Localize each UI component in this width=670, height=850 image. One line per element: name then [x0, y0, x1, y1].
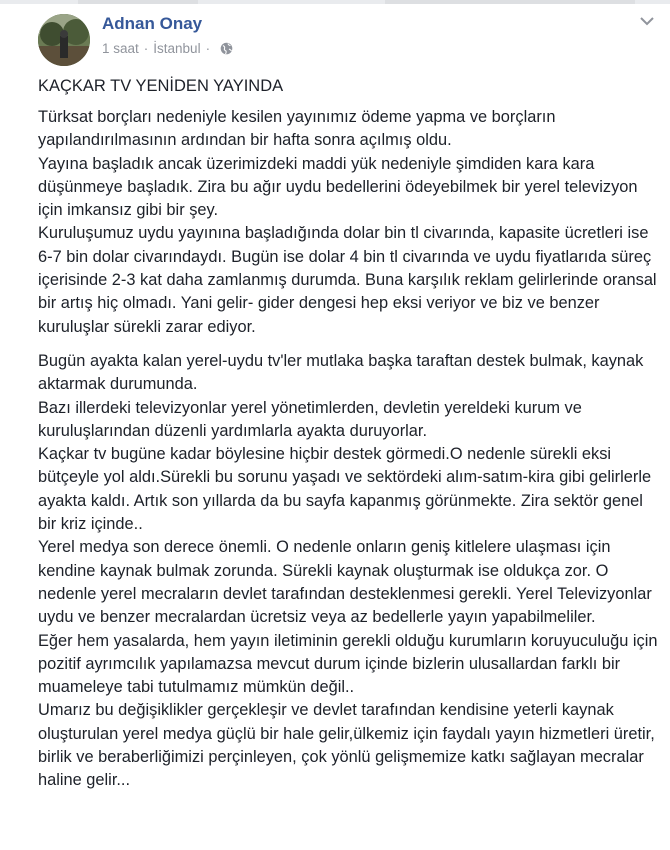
post-location[interactable]: İstanbul	[153, 41, 201, 56]
post-time[interactable]: 1 saat	[102, 41, 139, 56]
post-paragraph: Umarız bu değişiklikler gerçekleşir ve devlet tarafından kendisine yeterli kaynak oluşturulan yerel medya güçlü bir hale gelir,ülkemiz için faydalı yayın hizmetleri üretir, birlik ve beraberliğimizi perçinleyen, çok yönlü gelişmemize katkı sağlayan mecralar haline gelir...	[38, 701, 655, 790]
post-paragraph: Bugün ayakta kalan yerel-uydu tv'ler mutlaka başka taraftan destek bulmak, kaynak aktarmak durumunda.	[38, 351, 644, 394]
top-strip	[0, 0, 670, 4]
post-paragraph: Eğer hem yasalarda, hem yayın iletiminin gerekli olduğu kurumların koruyuculuğu için pozitif ayrımcılık yapılamazsa mevcut durum içinde bizlerin ulusallardan farklı bir muameleye tabi tutulmamız mümkün değil..	[38, 631, 658, 697]
post-paragraph: Türksat borçları nedeniyle kesilen yayınımız ödeme yapma ve borçların yapılandırılmasının ardından bir hafta sonra açılmış oldu.	[38, 108, 556, 150]
post-paragraph: Bazı illerdeki televizyonlar yerel yönetimlerden, devletin yereldeki kurum ve kuruluşlarından düzenli yardımlarla ayakta duruyorlar.	[38, 398, 582, 440]
avatar[interactable]	[38, 14, 90, 66]
post-body	[38, 106, 663, 793]
meta-separator: ·	[205, 41, 211, 56]
post-title: KAÇKAR TV YENİDEN YAYINDA	[38, 77, 284, 95]
post-paragraph: Yerel medya son derece önemli. O nedenle onların geniş kitlelere ulaşması için kendine kaynak bulmak zorunda. Sürekli kaynak oluşturmak ise oldukça zor. O nedenle yerel mecraların devlet tarafından desteklenmesi gerekli. Yerel Televizyonlar uydu ve benzer mecralardan ücretsiz veya az bedellerle yayın yapabilmeliler.	[38, 538, 652, 627]
globe-icon[interactable]	[220, 42, 233, 55]
meta-separator: ·	[143, 41, 149, 56]
post-paragraph: Kuruluşumuz uydu yayınına başladığında dolar bin tl civarında, kapasite ücretleri ise 6-7 bin dolar civarındaydı. Bugün ise dolar 4 bin tl civarında ve uydu fiyatlarıda süreç içerisinde 2-3 kat daha zamlanmış durumda. Buna karşılık reklam gelirlerinde oransal bir artış hiç olmadı. Yani gelir- gider dengesi hep eksi veriyor ve biz ve benzer kuruluşlar sürekli zarar ediyor.	[38, 224, 657, 336]
post-paragraph: Yayına başladık ancak üzerimizdeki maddi yük nedeniyle şimdiden kara kara düşünmeye başladık. Zira bu ağır uydu bedellerini ödeyebilmek bir yerel televizyon için imkansız gibi bir şey.	[38, 154, 638, 220]
chevron-down-icon[interactable]	[638, 14, 656, 28]
author-name[interactable]: Adnan Onay	[102, 14, 203, 33]
post-paragraph: Kaçkar tv bugüne kadar böylesine hiçbir destek görmedi.O nedenle sürekli eksi bütçeyle yol aldı.Sürekli bu sorunu yaşadı ve sektördeki alım-satım-kira gibi gelirlerle ayakta kaldı. Artık son yıllarda da bu sayfa kapanmış görünmekte. Zira sektör genel bir kriz içinde..	[38, 445, 652, 534]
post-meta	[102, 41, 233, 56]
